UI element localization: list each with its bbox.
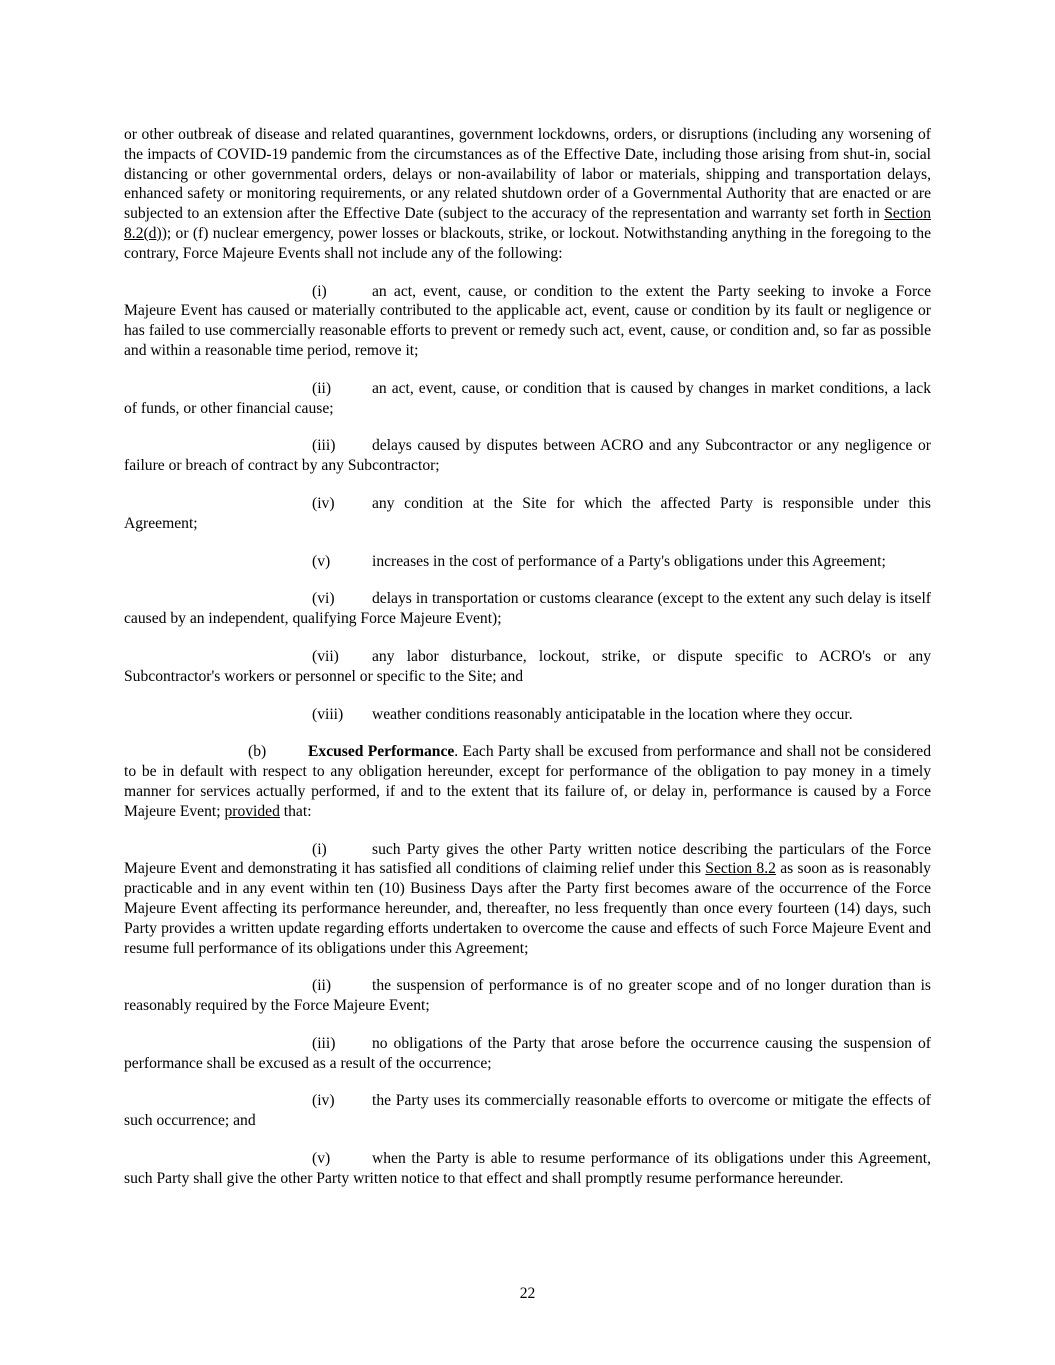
exclusion-marker: (vii) — [312, 647, 339, 665]
exclusion-text: delays in transportation or customs clearance (except to the extent any such delay is itself caused by an independent, qualifying Force Majeure Event); — [124, 590, 931, 628]
condition-marker: (v) — [312, 1150, 331, 1168]
exclusion-marker: (i) — [312, 282, 327, 300]
section-b-text-2: that: — [279, 802, 312, 820]
intro-text-2: ); or (f) nuclear emergency, power losses or blackouts, strike, or lockout. Notwithstanding anything in the foregoing to the contrary, Force Majeure Events shall not include any of the following: — [124, 224, 931, 262]
condition-marker: (iv) — [312, 1092, 335, 1110]
exclusion-marker: (vi) — [312, 590, 335, 608]
exclusion-item — [124, 552, 931, 572]
intro-paragraph — [124, 125, 931, 264]
section-b-paragraph — [124, 742, 931, 821]
exclusion-text: an act, event, cause, or condition to the extent the Party seeking to invoke a Force Majeure Event has caused or materially contributed to the applicable act, event, cause or condition by its fault or negligence or has failed to use commercially reasonable efforts to prevent or remedy such act, event, cause, or condition and, so far as possible and within a reasonable time period, remove it; — [124, 282, 931, 359]
exclusion-marker: (v) — [312, 552, 331, 570]
condition-text: no obligations of the Party that arose before the occurrence causing the suspension of performance shall be excused as a result of the occurrence; — [124, 1034, 931, 1072]
exclusion-text: any condition at the Site for which the affected Party is responsible under this Agreement; — [124, 494, 931, 532]
section-b-text-1: . Each Party shall be excused from performance and shall not be considered to be in default with respect to any obligation hereunder, except for performance of the obligation to pay money in a timely manner for services actually performed, if and to the extent that its failure of, or delay in, performance is caused by a Force Majeure Event; — [124, 743, 931, 820]
condition-item — [124, 1034, 931, 1074]
exclusion-item — [124, 589, 931, 629]
page-number: 22 — [519, 1285, 536, 1302]
exclusion-text: an act, event, cause, or condition that is caused by changes in market conditions, a lack of funds, or other financial cause; — [124, 379, 931, 417]
exclusion-text: delays caused by disputes between ACRO and any Subcontractor or any negligence or failure or breach of contract by any Subcontractor; — [124, 437, 931, 475]
condition-text-2: as soon as is reasonably practicable and in any event within ten (10) Business Days after the Party first becomes aware of the occurrence of the Force Majeure Event affecting its performance hereunder, and, thereafter, no less frequently than once every fourteen (14) days, such Party provides a written update regarding efforts undertaken to overcome the cause and effects of such Force Majeure Event and resume full performance of its obligations under this Agreement; — [124, 860, 931, 957]
provided-term: provided — [224, 802, 280, 820]
exclusion-marker: (iii) — [312, 437, 336, 455]
intro-text-1: or other outbreak of disease and related quarantines, government lockdowns, orders, or disruptions (including any worsening of the impacts of COVID-19 pandemic from the circumstances as of the Effective Date, including those arising from shut-in, social distancing or other governmental orders, delays or non-availability of labor or materials, shipping and transportation delays, enhanced safety or monitoring requirements, or any related shutdown order of a Governmental Authority that are enacted or are subjected to an extension after the Effective Date (subject to the accuracy of the representation and warranty set forth in — [124, 126, 931, 223]
condition-text-1: such Party gives the other Party written notice describing the particulars of the Force Majeure Event and demonstrating it has satisfied all conditions of claiming relief under this — [124, 840, 931, 878]
exclusion-text: any labor disturbance, lockout, strike, or dispute specific to ACRO's or any Subcontractor's workers or personnel or specific to the Site; and — [124, 647, 931, 685]
exclusion-marker: (iv) — [312, 494, 335, 512]
section-b-marker: (b) — [248, 743, 267, 761]
section-b-heading: Excused Performance — [308, 743, 455, 761]
exclusion-item — [124, 647, 931, 687]
document-page — [124, 125, 931, 1189]
condition-marker: (i) — [312, 840, 327, 858]
condition-item — [124, 840, 931, 959]
exclusion-item — [124, 494, 931, 534]
exclusion-marker: (ii) — [312, 379, 332, 397]
exclusion-marker: (viii) — [312, 705, 344, 723]
condition-text: the suspension of performance is of no greater scope and of no longer duration than is reasonably required by the Force Majeure Event; — [124, 977, 931, 1015]
exclusion-text: increases in the cost of performance of a Party's obligations under this Agreement; — [372, 552, 886, 570]
section-ref-8-2: Section 8.2 — [705, 860, 776, 878]
exclusion-item — [124, 379, 931, 419]
condition-item — [124, 1091, 931, 1131]
condition-marker: (iii) — [312, 1034, 336, 1052]
section-ref-8-2-d: Section 8.2(d) — [124, 205, 931, 242]
condition-marker: (ii) — [312, 977, 332, 995]
condition-text: the Party uses its commercially reasonable efforts to overcome or mitigate the effects of such occurrence; and — [124, 1092, 931, 1130]
exclusion-item — [124, 282, 931, 361]
exclusion-item — [124, 436, 931, 476]
condition-item — [124, 976, 931, 1016]
condition-text: when the Party is able to resume performance of its obligations under this Agreement, such Party shall give the other Party written notice to that effect and shall promptly resume performance hereunder. — [124, 1150, 931, 1187]
exclusion-item — [124, 705, 931, 725]
exclusion-text: weather conditions reasonably anticipatable in the location where they occur. — [372, 705, 853, 723]
condition-item — [124, 1149, 931, 1189]
